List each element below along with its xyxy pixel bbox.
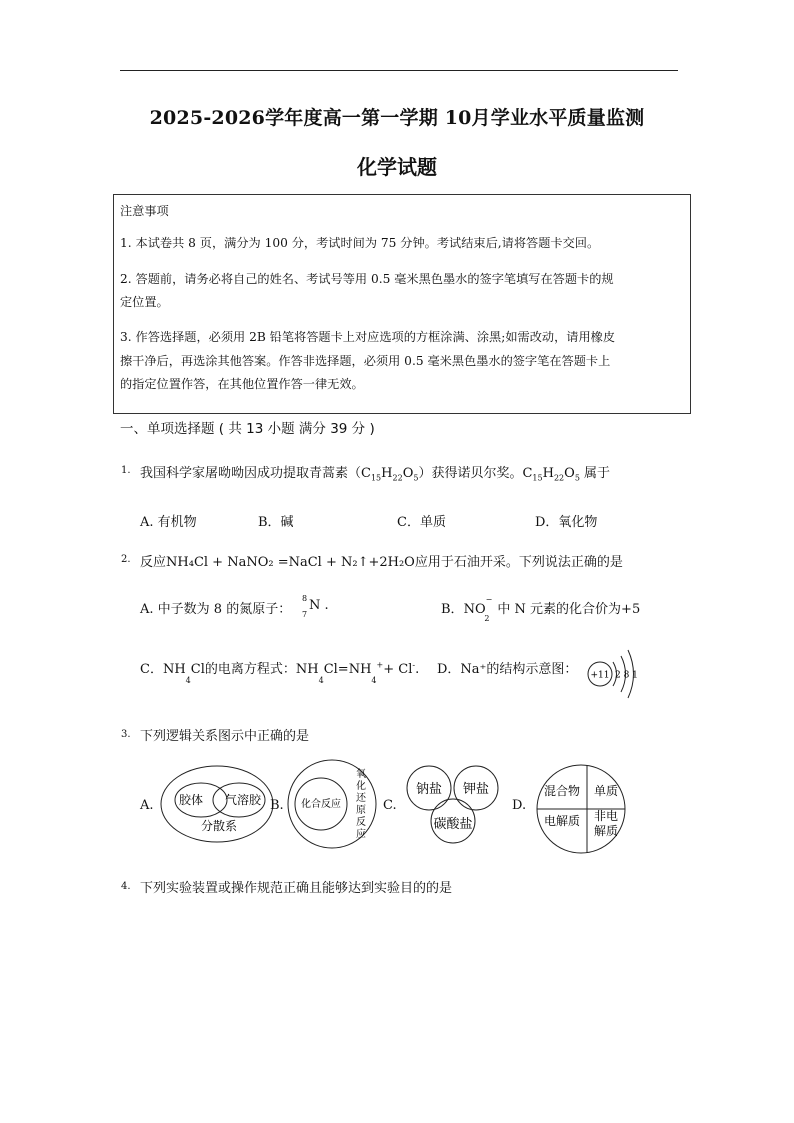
q3-diagram-b — [283, 755, 383, 855]
non-electrolyte-label-line-1: 非电 — [593, 809, 619, 823]
carbonate-label: 碳酸盐 — [433, 817, 473, 832]
q2-reaction: NH₄Cl + NaNO₂ =NaCl + N₂↑+2H₂O — [166, 555, 415, 570]
q2-stem: 反应NH₄Cl + NaNO₂ =NaCl + N₂↑+2H₂O应用于石油开采。下列说法正确的是 — [140, 555, 623, 570]
q1-formula-repeat: $C_{15}H_{22}O_5$ — [522, 466, 580, 483]
q3-diagram-c — [400, 762, 505, 844]
q1-option-a: A. 有机物 — [140, 515, 197, 530]
q2-option-a: A. 中子数为 8 的氮原子： — [140, 602, 292, 617]
element-label: 单质 — [593, 784, 619, 798]
electron-shell-counts: 2 8 1 — [615, 670, 638, 681]
aerosol-label: 气溶胶 — [224, 793, 262, 807]
redox-label-char-5: 反 — [356, 817, 366, 828]
sodium-ion-structure-diagram — [580, 642, 640, 702]
notice-item-3-line-1: 3. 作答选择题，必须用 2B 铅笔将答题卡上对应选项的方框涂满、涂黑;如需改动，请用橡皮 — [120, 330, 616, 344]
q3-label-d: D. — [512, 798, 527, 813]
q2-option-d: D．Na⁺的结构示意图： — [437, 662, 578, 677]
sodium-salt-label: 钠盐 — [415, 782, 443, 797]
q2-option-a-nuclide: 8 7 N . — [302, 594, 329, 619]
q1-stem: 我国科学家屠呦呦因成功提取青蒿素$(C_{15}H_{22}O_5)$获得诺贝尔奖。$C_{15}H_{22}O_5$ 属于 — [140, 466, 611, 483]
header-rule — [120, 70, 678, 71]
q3-number: 3. — [121, 729, 131, 740]
q3-label-a: A. — [140, 798, 154, 813]
notice-item-3-line-2: 擦干净后，再选涂其他答案。作答非选择题，必须用 0.5 毫米黑色墨水的签字笔在答题卡上 — [120, 354, 611, 368]
redox-label-char-3: 还 — [356, 793, 366, 804]
q4-stem: 下列实验装置或操作规范正确且能够达到实验目的的是 — [140, 881, 453, 896]
q3-diagram-a — [155, 760, 280, 848]
combination-reaction-label: 化合反应 — [301, 799, 341, 810]
notice-item-2-line-1: 2. 答题前，请务必将自己的姓名、考试号等用 0.5 毫米黑色墨水的签字笔填写在答题卡的规 — [120, 272, 614, 286]
q2-option-b: B．$NO^-_2$中 N 元素的化合价为+5 — [441, 594, 641, 623]
q3-label-c: C. — [383, 798, 397, 813]
q4-number: 4. — [121, 881, 131, 892]
q3-diagram-d — [531, 763, 631, 863]
colloid-label: 胶体 — [178, 793, 204, 807]
notice-item-1: 1. 本试卷共 8 页，满分为 100 分，考试时间为 75 分钟。考试结束后,请将答题卡交回。 — [120, 236, 600, 250]
exam-title: 2025-2026学年度高一第一学期 10月学业水平质量监测 — [149, 107, 645, 129]
q2-number: 2. — [121, 554, 131, 565]
notice-item-2-line-2: 定位置。 — [120, 295, 169, 309]
redox-label-char-4: 原 — [356, 805, 366, 816]
non-electrolyte-label-line-2: 解质 — [593, 824, 619, 838]
potassium-salt-label: 钾盐 — [462, 782, 490, 797]
q1-option-c: C．单质 — [397, 515, 446, 530]
redox-label-char-6: 应 — [356, 829, 366, 840]
q1-formula: $C_{15}H_{22}O_5$ — [361, 466, 419, 483]
nucleus-charge: +11 — [590, 670, 610, 681]
notice-heading: 注意事项 — [120, 204, 169, 218]
q1-option-b: B．碱 — [258, 515, 294, 530]
redox-label-char-1: 氧 — [356, 769, 366, 780]
q1-option-d: D．氧化物 — [535, 515, 598, 530]
electrolyte-label: 电解质 — [543, 814, 581, 828]
q3-label-b: B. — [270, 798, 284, 813]
mixture-label: 混合物 — [543, 784, 581, 798]
dispersion-system-label: 分散系 — [200, 819, 238, 833]
exam-subject: 化学试题 — [357, 155, 437, 179]
redox-label-char-2: 化 — [356, 781, 366, 792]
q1-number: 1. — [121, 465, 131, 476]
q3-stem: 下列逻辑关系图示中正确的是 — [140, 729, 310, 744]
notice-item-3-line-3: 的指定位置作答，在其他位置作答一律无效。 — [120, 377, 364, 391]
q2-option-c: C．$NH_4Cl$的电离方程式：$NH_4Cl=NH_4^++ Cl^-$. — [140, 660, 420, 685]
section-1-title: 一、单项选择题 ( 共 13 小题 满分 39 分 ) — [120, 421, 375, 437]
